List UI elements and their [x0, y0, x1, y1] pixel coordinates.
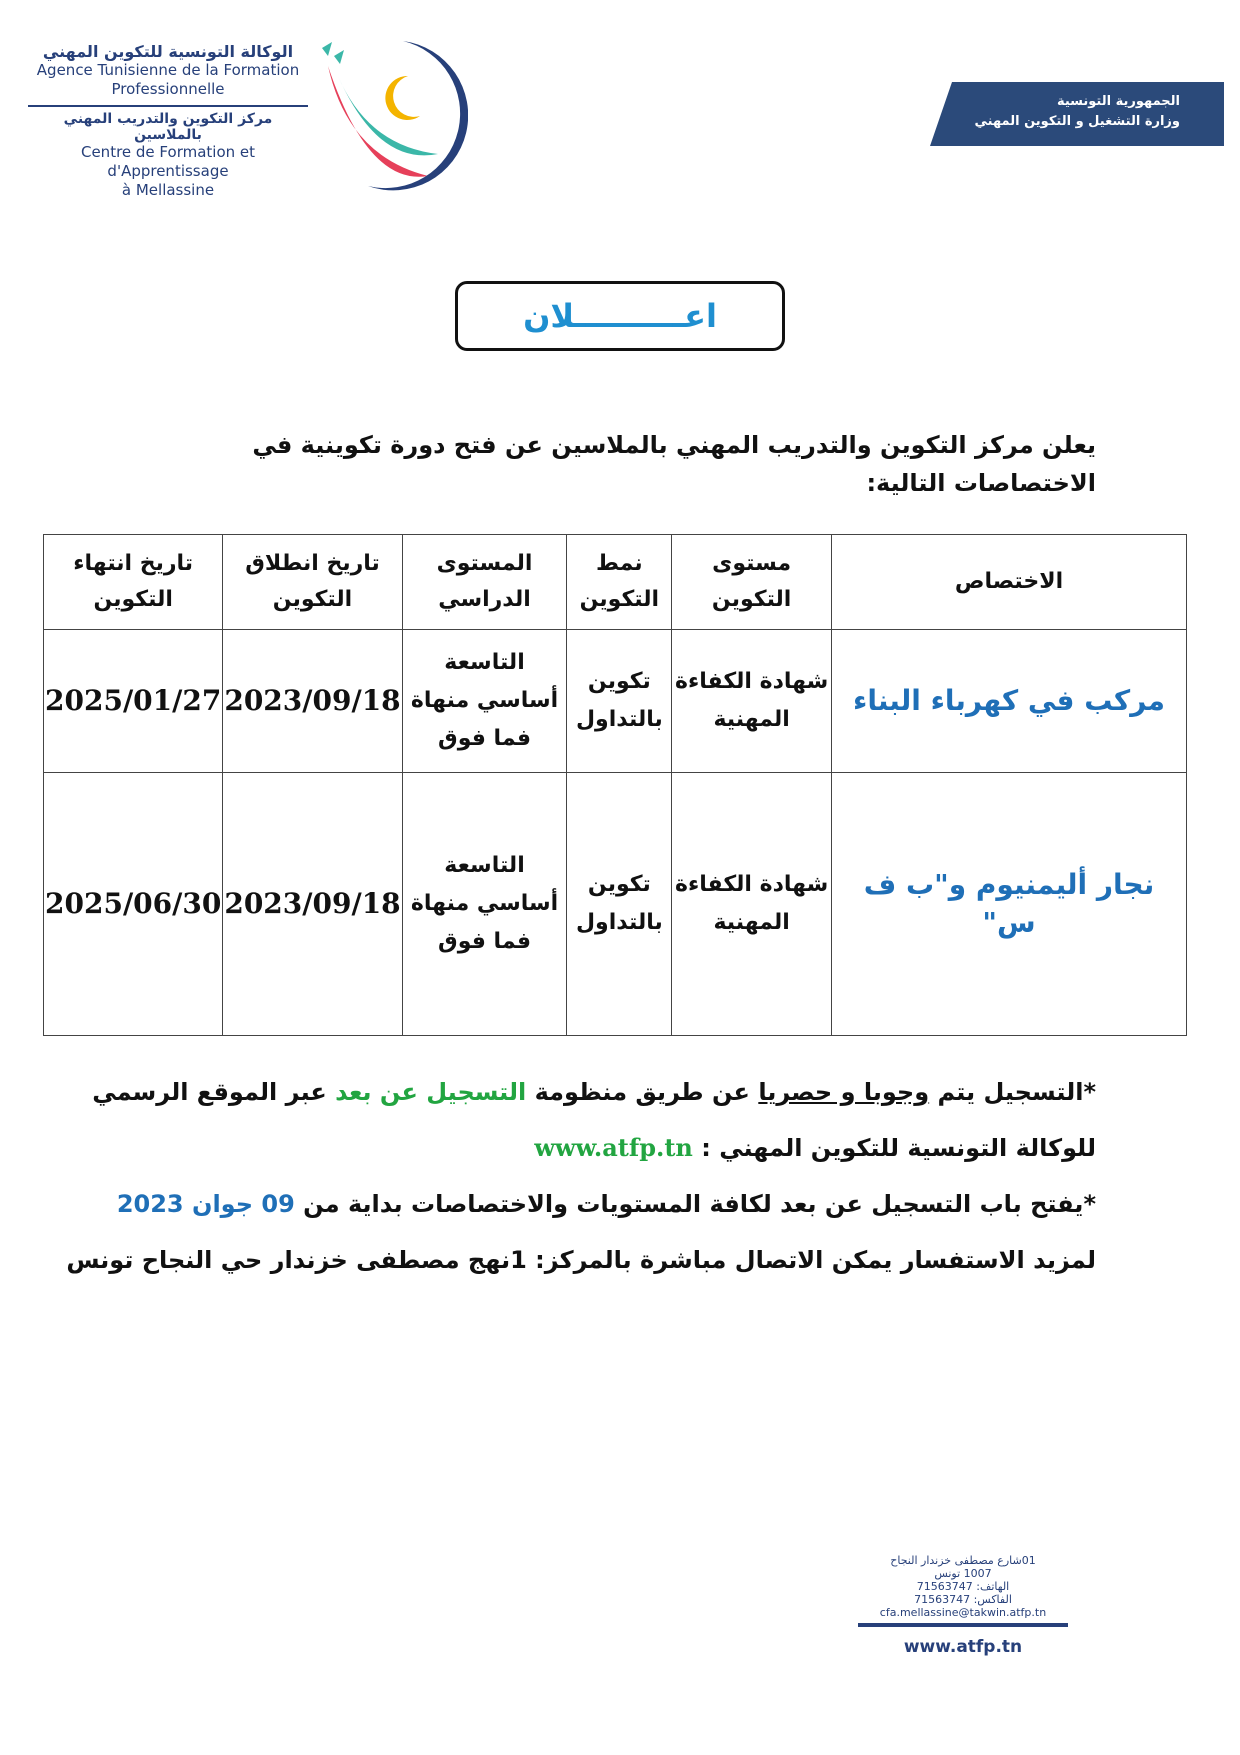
specialties-table — [43, 534, 1187, 1036]
note-1-text-2: عن طريق منظومة — [526, 1078, 759, 1106]
footer-website[interactable]: www.atfp.tn — [903, 1637, 1023, 1657]
intro-paragraph: يعلن مركز التكوين والتدريب المهني بالملاسين عن فتح دورة تكوينية في الاختصاصات التالية: — [252, 431, 1096, 497]
cell-end-date: 2025/06/30 — [44, 773, 223, 1036]
note-opening-date — [116, 1176, 1096, 1232]
header-end-date: تاريخ انتهاء التكوين — [44, 535, 223, 630]
agency-emblem-icon — [308, 36, 468, 196]
note-2-text: للوكالة التونسية للتكوين المهني : — [692, 1134, 1096, 1162]
announcement-title-box — [455, 281, 785, 351]
ministry-banner — [930, 82, 1224, 146]
note-contact: لمزيد الاستفسار يمكن الاتصال مباشرة بالمركز: 1نهج مصطفى خزندار حي النجاح تونس — [66, 1246, 1096, 1274]
header-education: المستوى الدراسي — [402, 535, 567, 630]
cell-mode: تكوين بالتداول — [567, 773, 672, 1036]
logo-agency-fr-1: Agence Tunisienne de la Formation — [36, 61, 300, 79]
opening-date: 09 جوان 2023 — [116, 1190, 295, 1218]
cell-specialty: مركب في كهرباء البناء — [831, 630, 1186, 773]
footer-divider — [858, 1623, 1068, 1627]
footer-phone: الهاتف: 71563747 — [916, 1580, 1010, 1593]
cell-education: التاسعة أساسي منهاة فما فوق — [402, 630, 567, 773]
table-header-row — [44, 535, 1187, 630]
cell-level: شهادة الكفاءة المهنية — [672, 630, 832, 773]
header-mode: نمط التكوين — [567, 535, 672, 630]
ministry-line-2: وزارة التشغيل و التكوين المهني — [974, 114, 1180, 129]
footer-city: 1007 تونس — [934, 1567, 992, 1580]
ministry-text — [974, 92, 1180, 132]
remote-registration-text: التسجيل عن بعد — [335, 1078, 527, 1106]
note-registration — [92, 1064, 1096, 1120]
note-1-text: *التسجيل يتم — [929, 1078, 1096, 1106]
table-row — [44, 773, 1187, 1036]
website-link[interactable]: www.atfp.tn — [534, 1133, 693, 1162]
note-1-emphasis: وجوبا و حصريا — [758, 1078, 930, 1106]
footer-email[interactable]: cfa.mellassine@takwin.atfp.tn — [879, 1606, 1047, 1619]
cell-mode: تكوين بالتداول — [567, 630, 672, 773]
note-3-text: *يفتح باب التسجيل عن بعد لكافة المستويات والاختصاصات بداية من — [294, 1190, 1096, 1218]
cell-end-date: 2025/01/27 — [44, 630, 223, 773]
cell-start-date: 2023/09/18 — [223, 773, 402, 1036]
cell-start-date: 2023/09/18 — [223, 630, 402, 773]
table-row — [44, 630, 1187, 773]
logo-center-ar: مركز التكوين والتدريب المهني بالملاسين — [63, 111, 273, 143]
cell-education: التاسعة أساسي منهاة فما فوق — [402, 773, 567, 1036]
header-specialty: الاختصاص — [831, 535, 1186, 630]
cell-specialty: نجار أليمنيوم و"ب ف س" — [831, 773, 1186, 1036]
header-level: مستوى التكوين — [672, 535, 832, 630]
note-1-text-3: عبر الموقع الرسمي — [92, 1078, 336, 1106]
ministry-line-1: الجمهورية التونسية — [1056, 94, 1180, 109]
logo-text — [28, 42, 308, 200]
logo-center-fr-2: à Mellassine — [121, 181, 215, 199]
note-website — [140, 1120, 1096, 1176]
logo-agency-ar: الوكالة التونسية للتكوين المهني — [42, 42, 294, 61]
footer-contact — [858, 1554, 1068, 1657]
logo-agency-fr-2: Professionnelle — [111, 80, 225, 98]
footer-fax: الفاكس: 71563747 — [914, 1593, 1012, 1606]
cell-level: شهادة الكفاءة المهنية — [672, 773, 832, 1036]
logo-center-fr-1: Centre de Formation et d'Apprentissage — [80, 143, 256, 180]
logo-divider — [28, 105, 308, 107]
footer-address: 01شارع مصطفى خزندار النجاح — [890, 1554, 1036, 1567]
header-start-date: تاريخ انطلاق التكوين — [223, 535, 402, 630]
announcement-title: اعــــــــــلان — [523, 297, 717, 335]
agency-logo — [28, 42, 458, 202]
registration-notes — [66, 1064, 1096, 1288]
